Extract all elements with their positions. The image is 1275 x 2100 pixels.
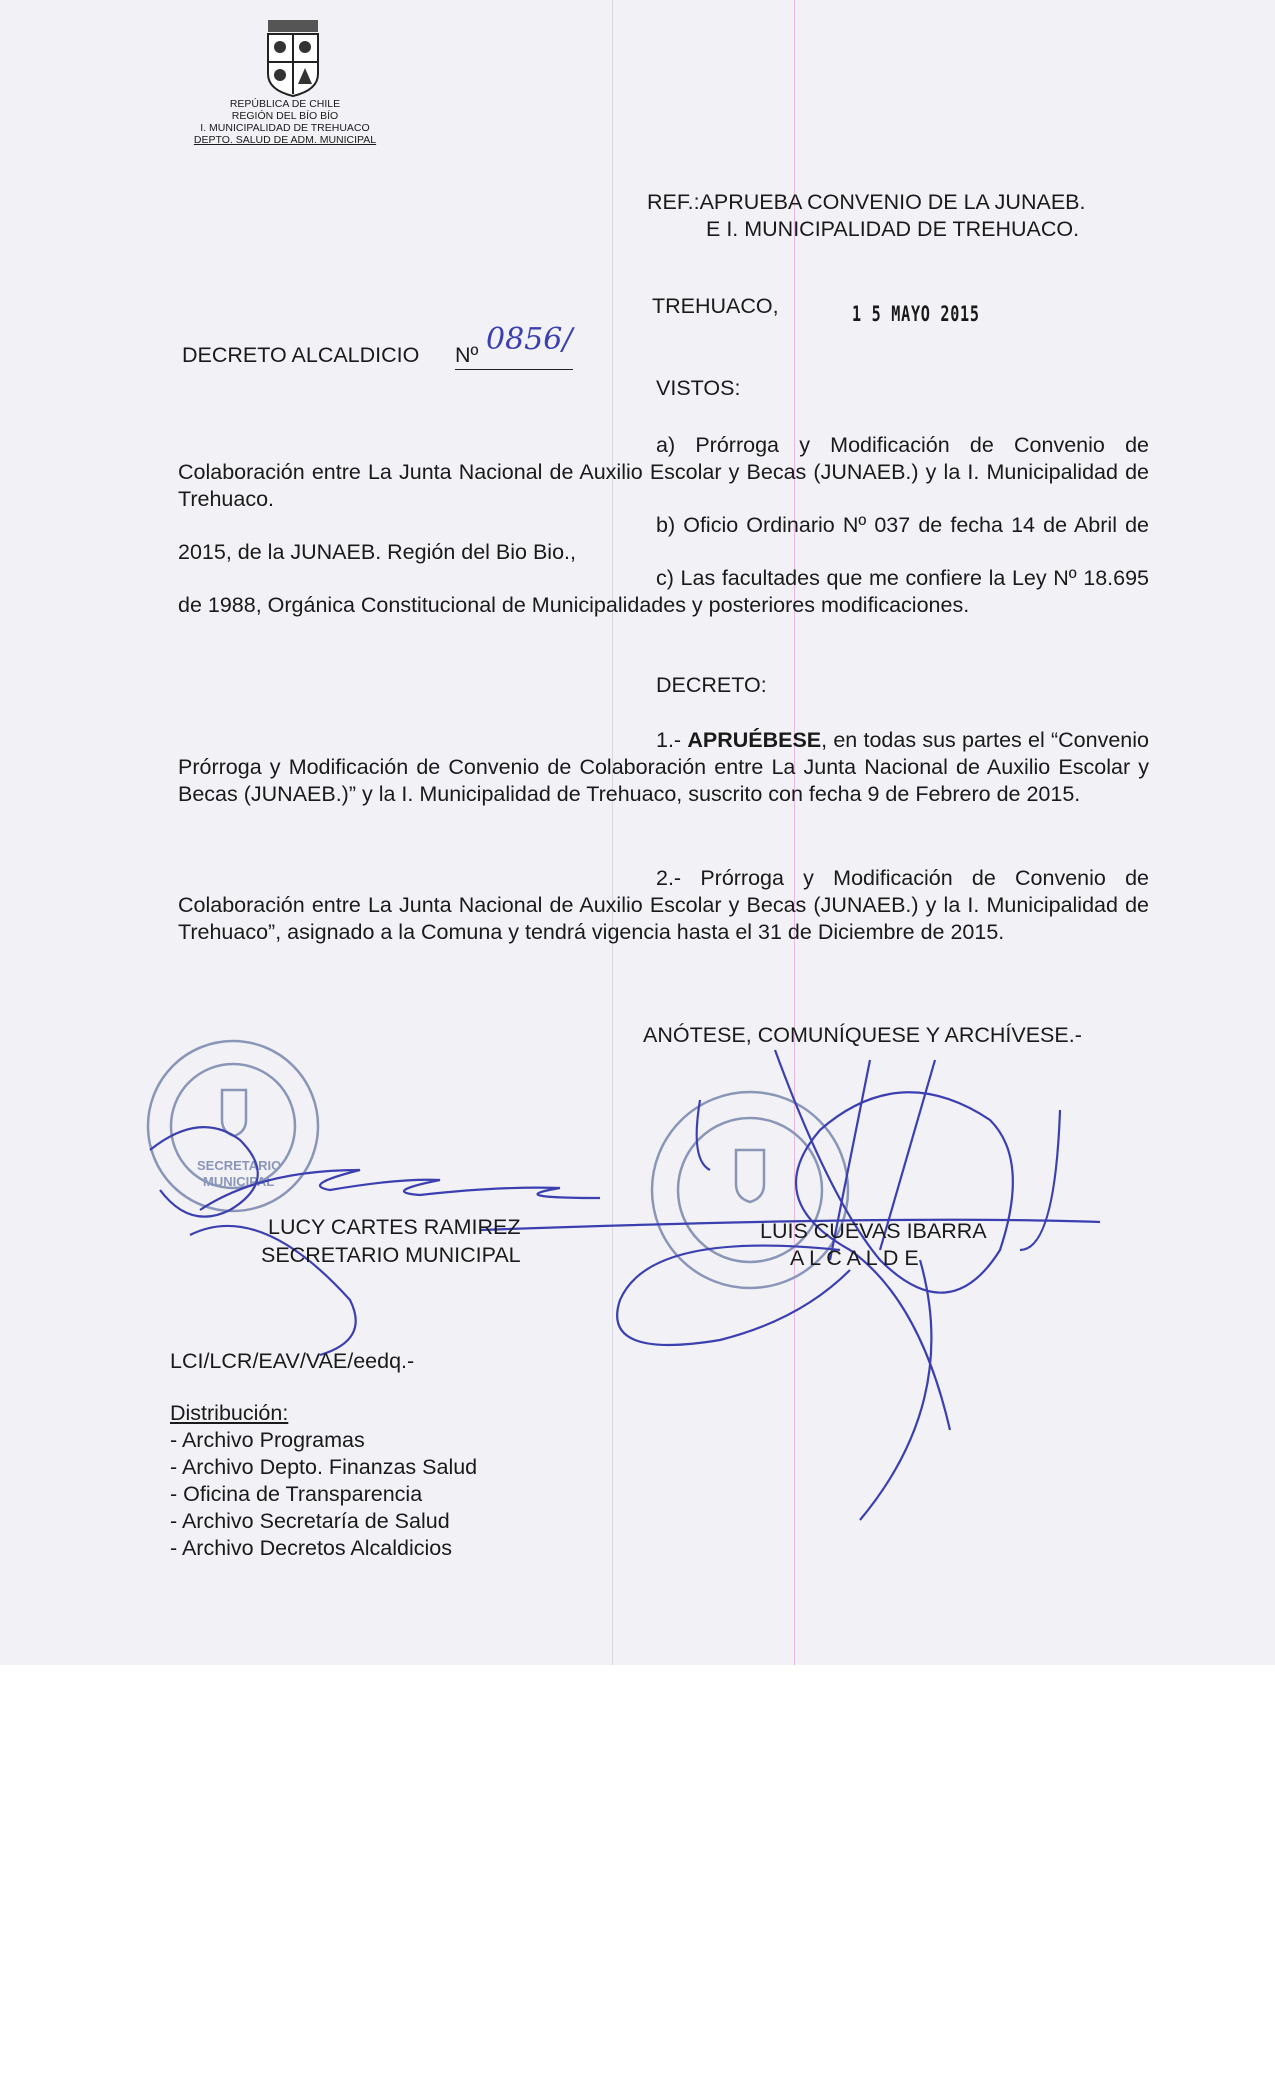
initials: LCI/LCR/EAV/VAE/eedq.- bbox=[170, 1349, 415, 1373]
mayor-name: LUIS CUEVAS IBARRA bbox=[760, 1219, 987, 1243]
vistos-a: a) Prórroga y Modificación de Convenio de Colaboración entre La Junta Nacional de Auxilio Escolar y Becas (JUNAEB.) y la I. Municipalidad de Trehuaco. bbox=[178, 433, 1149, 511]
decreto-item-2: 2.- Prórroga y Modificación de Convenio de Colaboración entre La Junta Nacional de Auxilio Escolar y Becas (JUNAEB.) y la I. Municipalidad de Trehuaco”, asignado a la Comuna y tendrá vigencia hasta el 31 de Diciembre de 2015. bbox=[178, 866, 1149, 944]
mayor-title: A L C A L D E bbox=[790, 1246, 919, 1270]
decreto-item-1 bbox=[178, 727, 1149, 808]
distribution-title: Distribución: bbox=[170, 1401, 289, 1425]
ref-line-1: REF.:APRUEBA CONVENIO DE LA JUNAEB. bbox=[647, 190, 1086, 214]
header-line: REGIÓN DEL BÍO BÍO bbox=[231, 110, 339, 122]
decreto-title: DECRETO: bbox=[656, 673, 767, 697]
place: TREHUACO, bbox=[652, 294, 779, 318]
vistos-title: VISTOS: bbox=[656, 376, 741, 400]
header-line: REPÚBLICA DE CHILE bbox=[229, 98, 341, 110]
closing-formula: ANÓTESE, COMUNÍQUESE Y ARCHÍVESE.- bbox=[643, 1023, 1082, 1047]
coat-of-arms-icon bbox=[268, 20, 318, 96]
distribution-item: - Archivo Depto. Finanzas Salud bbox=[170, 1455, 478, 1479]
secretary-name: LUCY CARTES RAMIREZ bbox=[268, 1215, 521, 1239]
distribution-item: - Archivo Secretaría de Salud bbox=[170, 1509, 450, 1533]
secretary-title: SECRETARIO MUNICIPAL bbox=[261, 1243, 521, 1267]
distribution-item: - Archivo Decretos Alcaldicios bbox=[170, 1536, 452, 1560]
approval-word: APRUÉBESE bbox=[687, 728, 822, 752]
item-number: 1.- bbox=[656, 728, 688, 752]
vistos-c: c) Las facultades que me confiere la Ley Nº 18.695 de 1988, Orgánica Constitucional de Municipalidades y posteriores modificaciones. bbox=[178, 566, 1149, 617]
vistos-b: b) Oficio Ordinario Nº 037 de fecha 14 de Abril de 2015, de la JUNAEB. Región del Bio Bio., bbox=[178, 513, 1149, 564]
seal-text: MUNICIPAL bbox=[203, 1174, 275, 1189]
decree-label: DECRETO ALCALDICIO bbox=[182, 343, 420, 367]
item-text: , en todas sus partes el “Convenio Prórroga y Modificación de Convenio de Colaboración entre La Junta Nacional de Auxilio Escolar y Becas (JUNAEB.)” y la I. Municipalidad de Trehuaco, suscrito con fecha 9 de Febrero de 2015. bbox=[178, 728, 1149, 806]
header-line: I. MUNICIPALIDAD DE TREHUACO bbox=[200, 122, 370, 134]
distribution-item: - Archivo Programas bbox=[170, 1428, 365, 1452]
header-line: DEPTO. SALUD DE ADM. MUNICIPAL bbox=[193, 134, 377, 146]
seal-text: SECRETARIO bbox=[197, 1158, 282, 1173]
date-stamp: 1 5 MAYO 2015 bbox=[852, 302, 980, 326]
decree-number-handwritten: 0856/ bbox=[486, 322, 573, 357]
ref-line-2: E I. MUNICIPALIDAD DE TREHUACO. bbox=[706, 217, 1080, 241]
distribution-item: - Oficina de Transparencia bbox=[170, 1482, 423, 1506]
decree-number-prefix: Nº bbox=[455, 343, 479, 367]
